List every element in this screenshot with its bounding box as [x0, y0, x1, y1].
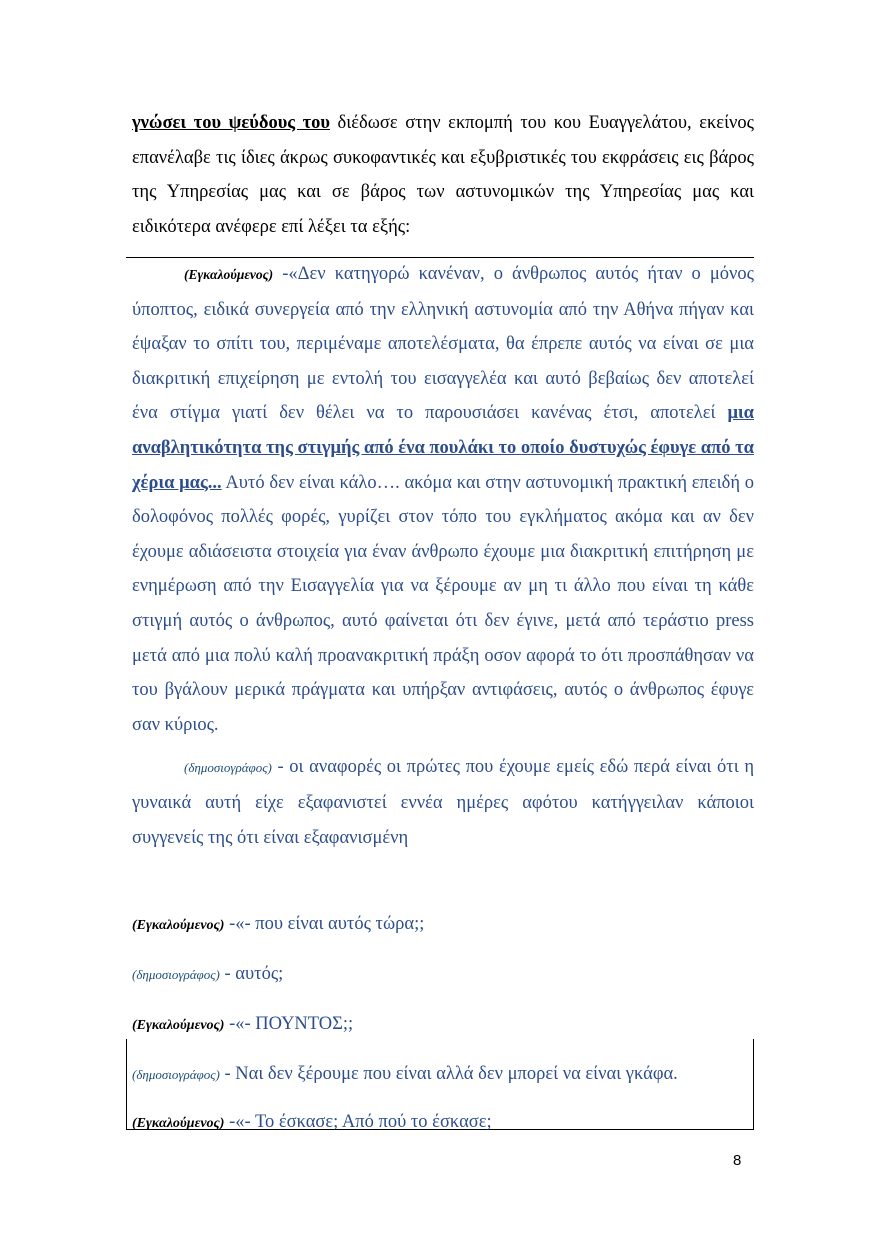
quote-highlight: μια αναβλητικότητα της στιγμής από ένα πουλάκι το οποίο δυστυχώς έφυγε από τα χέρια μας...	[132, 403, 754, 493]
quote-dash: -	[271, 757, 290, 778]
quote-block	[132, 257, 754, 855]
paragraph-gap	[132, 742, 754, 750]
intro-paragraph	[132, 106, 754, 244]
dialogue-line	[132, 912, 754, 938]
dialogue-line	[132, 962, 754, 987]
speaker-accused: (Εγκαλούμενος)	[132, 918, 225, 933]
speaker-accused: (Εγκαλούμενος)	[132, 1018, 225, 1033]
speaker-journalist: (δημοσιογράφος)	[132, 1067, 220, 1082]
line-text: Ναι δεν ξέρουμε που είναι αλλά δεν μπορεί να είναι γκάφα.	[235, 1064, 678, 1084]
dialogue-line	[132, 1062, 754, 1087]
quote-journalist-text: οι αναφορές οι πρώτες που έχουμε εμείς εδώ περά είναι ότι η γυναικά αυτή είχε εξαφανιστεί εννέα ημέρες αφότου κατήγγειλαν κάποιοι συγγενείς της ότι είναι εξαφανισμένη	[132, 757, 754, 848]
dialogue-line	[132, 1012, 754, 1038]
speaker-accused: (Εγκαλούμενος)	[184, 267, 274, 282]
speaker-accused: (Εγκαλούμενος)	[132, 1116, 225, 1131]
line-text: αυτός;	[235, 964, 284, 984]
quote-accused-paragraph	[132, 257, 754, 742]
intro-lead: γνώσει του ψεύδους του	[132, 113, 331, 133]
page-number: 8	[733, 1152, 742, 1169]
dialogue-line	[132, 1110, 754, 1136]
line-dash: -	[219, 964, 236, 984]
quote-text-part1: Δεν κατηγορώ κανέναν, ο άνθρωπος αυτός ήταν ο μόνος ύποπτος, ειδικά συνεργεία από την ελληνική αστυνομία από την Αθήνα πήγαν και έψαξαν το σπίτι του, περιμέναμε αποτελέσματα, θα έπρεπε αυτός να είναι σε μια διακριτική επιχείρηση με εντολή του εισαγγελέα και αυτό βεβαίως δεν αποτελεί ένα στίγμα γιατί δεν θέλει να το παρουσιάσει κανένας έτσι, αποτελεί	[132, 264, 754, 424]
line-dash: -«-	[224, 1014, 256, 1034]
intro-text: διέδωσε στην εκπομπή του κου Ευαγγελάτου, εκείνος επανέλαβε τις ίδιες άκρως συκοφαντικές και εξυβριστικές του εκφράσεις εις βάρος της Υπηρεσίας μας και σε βάρος των αστυνομικών της Υπηρεσίας μας και ειδικότερα ανέφερε επί λέξει τα εξής:	[132, 113, 754, 237]
line-text: Το έσκασε; Από πού το έσκασε;	[254, 1112, 492, 1132]
line-dash: -	[219, 1064, 236, 1084]
quote-dash: -«	[273, 264, 298, 284]
line-text: που είναι αυτός τώρα;;	[255, 914, 425, 934]
quote-text-part2: Αυτό δεν είναι κάλο…. ακόμα και στην αστυνομική πρακτική επειδή ο δολοφόνος πολλές φορές, γυρίζει στον τόπο του εγκλήματος ακόμα και αν δεν έχουμε αδιάσειστα στοιχεία για έναν άνθρωπο έχουμε μια διακριτική επιτήρηση με ενημέρωση από την Εισαγγελία για να ξέρουμε αν μη τι άλλο που είναι τη κάθε στιγμή αυτός ο άνθρωπος, αυτό φαίνεται ότι δεν έγινε, μετά από τεράστιο press μετά από μια πολύ καλή προανακριτική πράξη οσον αφορά το ότι προσπάθησαν να του βγάλουν μερικά πράγματα και υπήρξαν αντιφάσεις, αυτός ο άνθρωπος έφυγε σαν κύριος.	[132, 472, 755, 735]
line-dash: -«-	[224, 914, 256, 934]
line-dash: -«-	[224, 1112, 255, 1132]
line-text: ΠΟΥΝΤΟΣ;;	[255, 1014, 354, 1034]
speaker-journalist: (δημοσιογράφος)	[184, 760, 272, 776]
quote-journalist-paragraph	[132, 750, 754, 855]
speaker-journalist: (δημοσιογράφος)	[132, 967, 220, 982]
